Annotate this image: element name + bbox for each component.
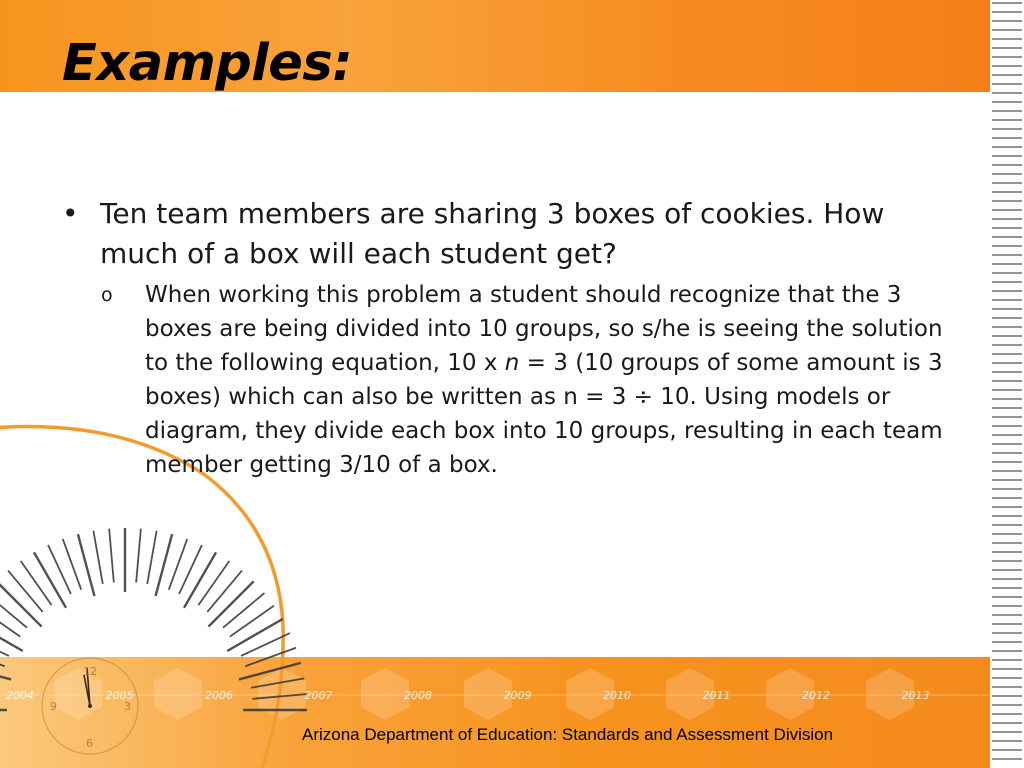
clock-tick: [8, 571, 43, 612]
right-stripe-decoration: [990, 0, 1024, 768]
sub-bullet-icon: o: [101, 284, 113, 306]
clock-number: 12: [83, 665, 97, 678]
timeline-year: 2010: [603, 689, 631, 702]
clock-tick: [227, 619, 282, 651]
footer-hexagons: [54, 668, 914, 720]
timeline-year: 2004: [6, 689, 34, 702]
timeline-year: 2008: [404, 689, 432, 702]
slide-title: Examples:: [62, 34, 353, 93]
clock-tick: [0, 606, 20, 637]
equation-variable: n: [504, 350, 520, 376]
sub-bullet-item: [100, 278, 962, 482]
timeline-year: 2011: [702, 689, 731, 702]
clock-face-icon: [42, 658, 138, 754]
bullet-item: [62, 194, 962, 482]
clock-number: 3: [124, 700, 131, 713]
clock-tick: [34, 552, 66, 607]
clock-tick: [198, 561, 229, 605]
clock-tick: [93, 531, 102, 584]
timeline-year: 2005: [105, 689, 134, 702]
clock-tick: [21, 561, 52, 605]
clock-tick: [230, 606, 274, 637]
sub-bullet-text-part2: = 3 (10 groups of some amount is 3 boxes) which can also be written as n = 3 ÷ 10. Using models or diagram, they divide each box into 10 groups, resulting in each team member getting 3/10 of a box.: [145, 350, 943, 478]
clock-tick: [136, 529, 141, 583]
clock-number: 6: [86, 737, 93, 750]
clock-tick: [0, 633, 9, 656]
clock-tick: [223, 593, 264, 628]
clock-tick: [0, 648, 5, 666]
bullet-text: Ten team members are sharing 3 boxes of cookies. How much of a box will each student get?: [100, 197, 885, 270]
timeline-year: 2007: [304, 689, 333, 702]
clock-tick: [208, 581, 253, 626]
clock-tick: [109, 529, 114, 583]
clock-tick: [207, 571, 242, 612]
clock-tick: [147, 531, 156, 584]
footer-text: Arizona Department of Education: Standards and Assessment Division: [302, 725, 834, 744]
bullet-list: [62, 194, 962, 482]
timeline-year: 2006: [205, 689, 233, 702]
bullet-icon: •: [62, 197, 79, 230]
timeline-year: 2013: [901, 689, 930, 702]
timeline-year: 2012: [802, 689, 830, 702]
sub-bullet-list: [100, 278, 962, 482]
clock-tick: [184, 552, 216, 607]
clock-number: 9: [50, 700, 57, 713]
timeline-year: 2009: [503, 689, 532, 702]
sub-bullet-text-part1: When working this problem a student should recognize that the 3 boxes are being divided into 10 groups, so s/he is seeing the solution to the following equation, 10 x: [145, 282, 943, 376]
